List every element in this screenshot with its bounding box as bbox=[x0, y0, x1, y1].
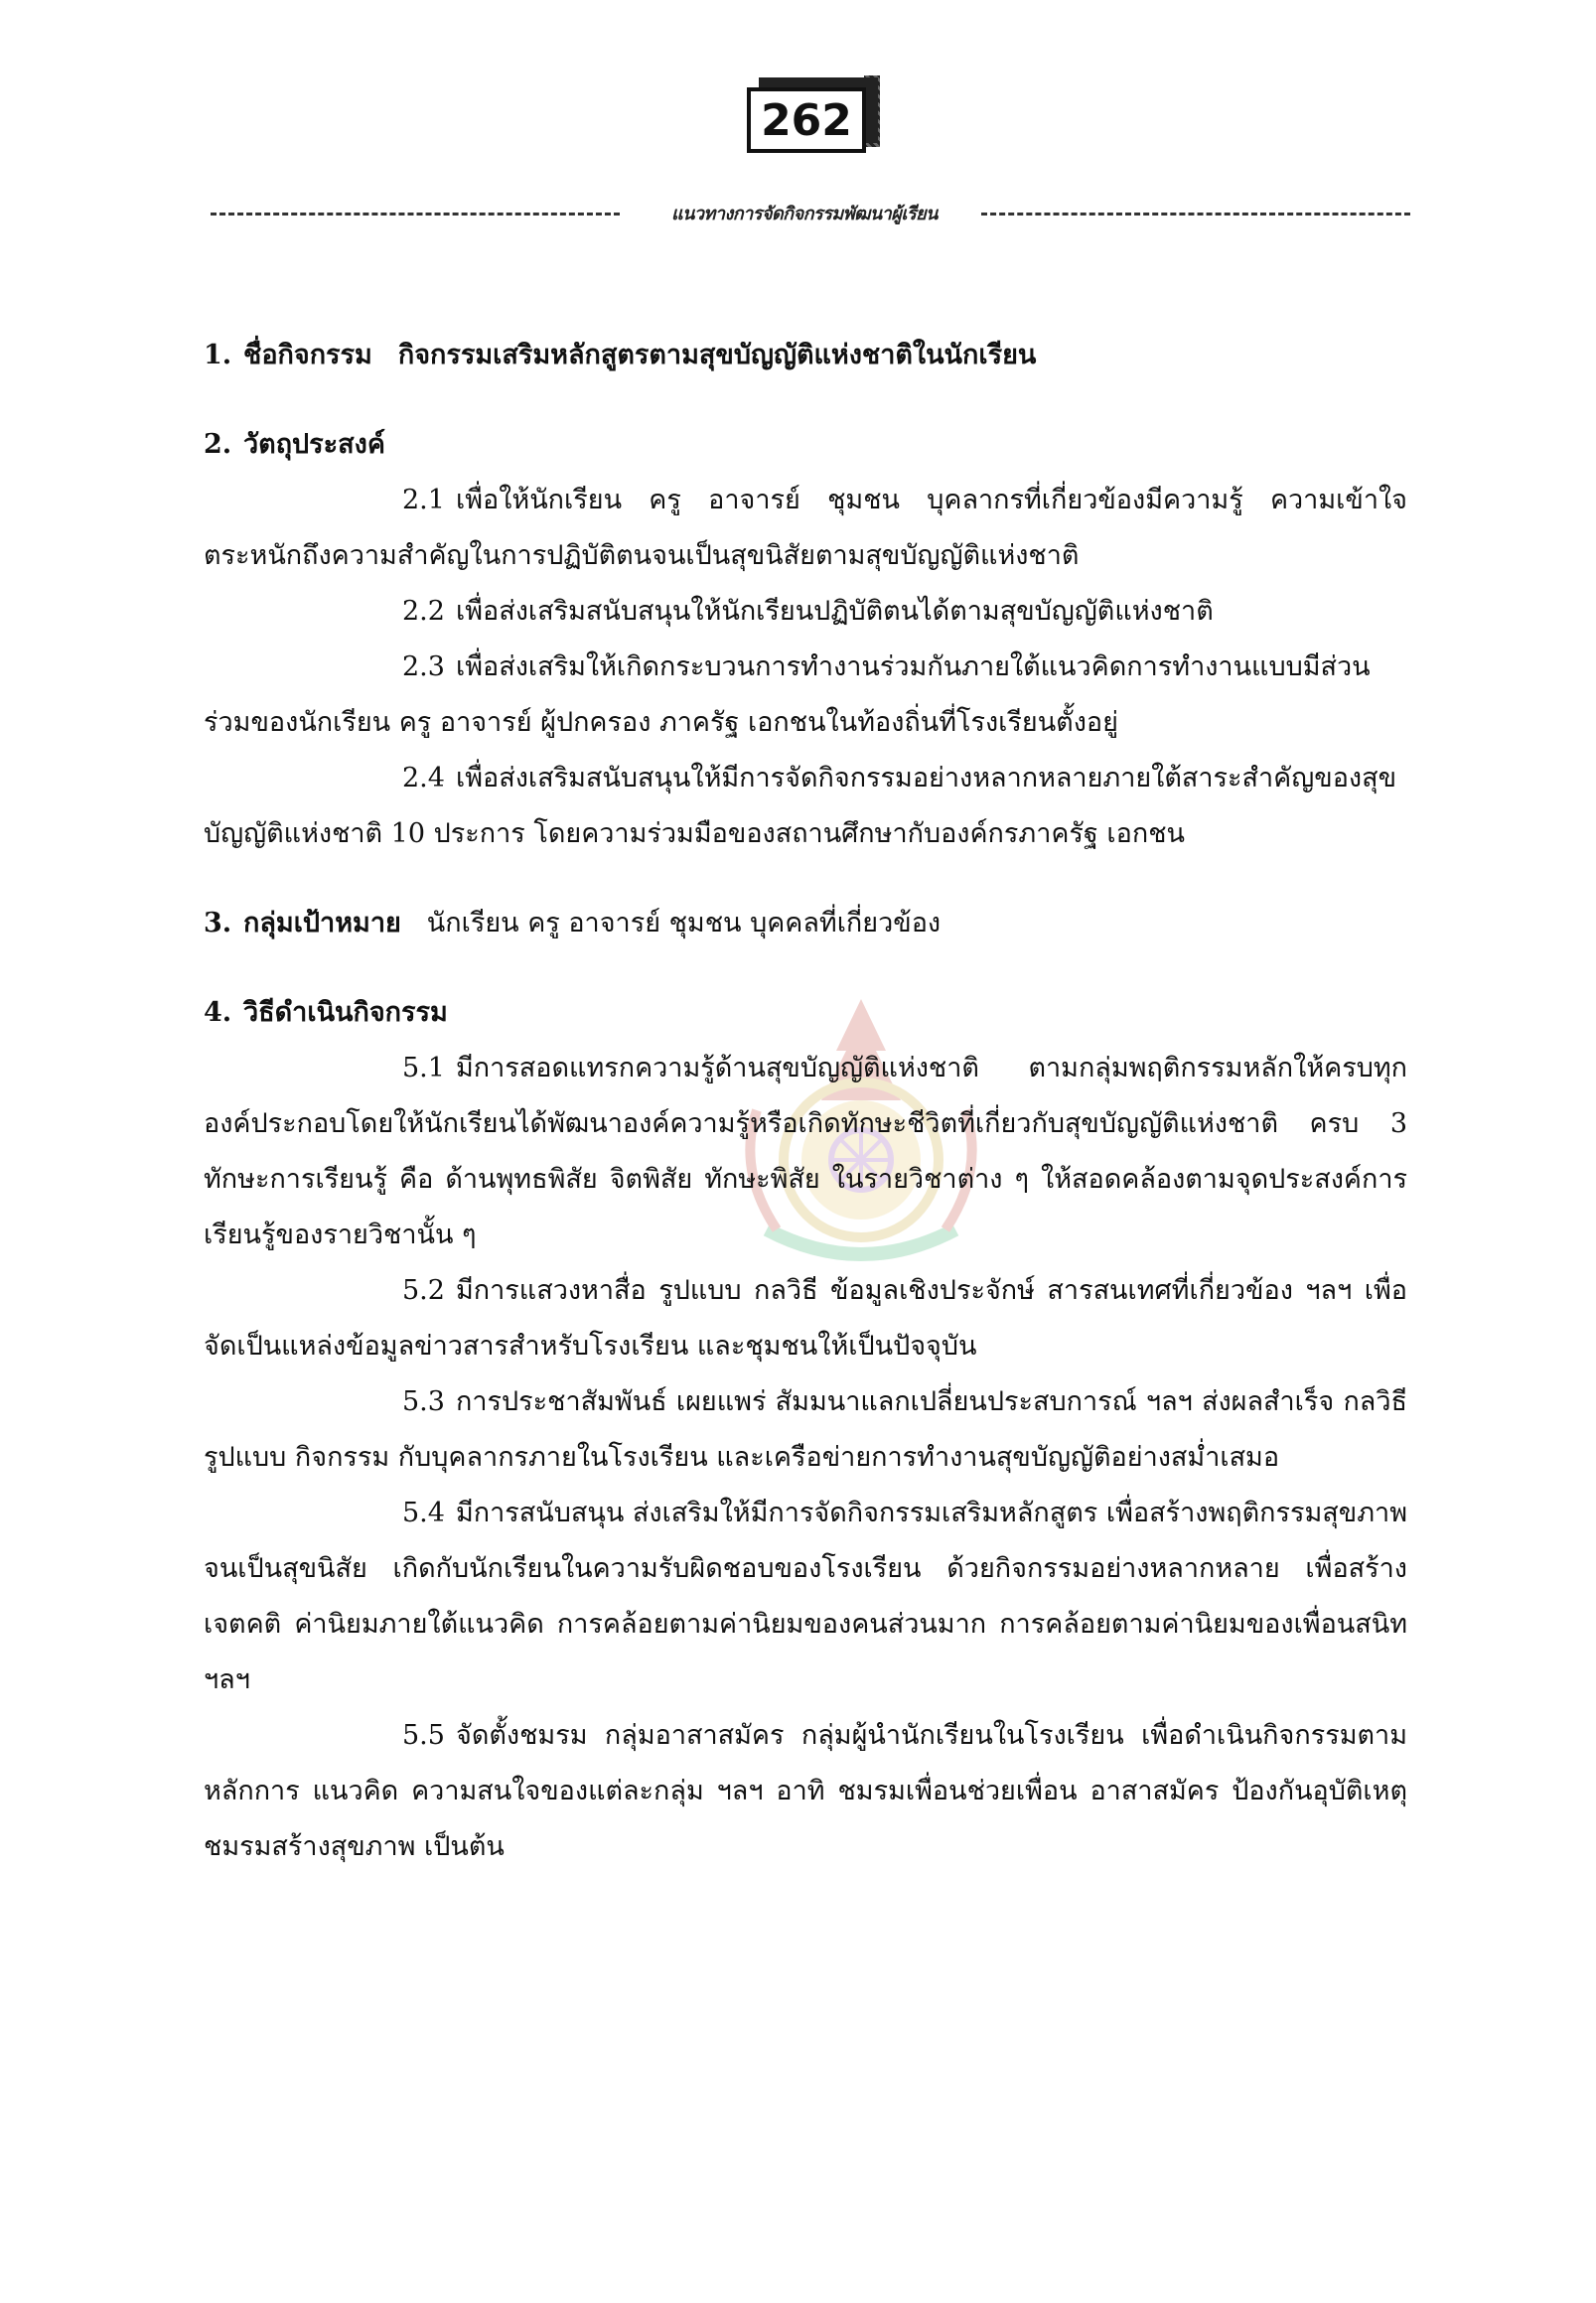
section-target-group bbox=[204, 896, 1407, 951]
method-item: 5.1 มีการสอดแทรกความรู้ด้านสุขบัญญัติแห่งชาติ ตามกลุ่มพฤติกรรมหลักให้ครบทุกองค์ประกอบโดยให้นักเรียนได้พัฒนาองค์ความรู้หรือเกิดทักษะชีวิตที่เกี่ยวกับสุขบัญญัติแห่งชาติ ครบ 3 ทักษะการเรียนรู้ คือ ด้านพุทธพิสัย จิตพิสัย ทักษะพิสัย ในรายวิชาต่าง ๆ ให้สอดคล้องตามจุดประสงค์การเรียนรู้ของรายวิชานั้น ๆ bbox=[204, 1053, 1407, 1250]
method-item: 5.4 มีการสนับสนุน ส่งเสริมให้มีการจัดกิจกรรมเสริมหลักสูตร เพื่อสร้างพฤติกรรมสุขภาพจนเป็นสุขนิสัย เกิดกับนักเรียนในความรับผิดชอบของโรงเรียน ด้วยกิจกรรมอย่างหลากหลาย เพื่อสร้างเจตคติ ค่านิยมภายใต้แนวคิด การคล้อยตามค่านิยมของคนส่วนมาก การคล้อยตามค่านิยมของเพื่อนสนิท ฯลฯ bbox=[204, 1498, 1407, 1695]
method-item: 5.2 มีการแสวงหาสื่อ รูปแบบ กลวิธี ข้อมูลเชิงประจักษ์ สารสนเทศที่เกี่ยวข้อง ฯลฯ เพื่อจัดเป็นแหล่งข้อมูลข่าวสารสำหรับโรงเรียน และชุมชนให้เป็นปัจจุบัน bbox=[204, 1275, 1407, 1362]
section-label: ชื่อกิจกรรม bbox=[243, 340, 372, 370]
section-label: วัตถุประสงค์ bbox=[243, 429, 385, 460]
header-rule-left bbox=[211, 213, 620, 216]
objective-item: 2.2 เพื่อส่งเสริมสนับสนุนให้นักเรียนปฏิบัติตนได้ตามสุขบัญญัติแห่งชาติ bbox=[402, 596, 1214, 627]
method-item: 5.3 การประชาสัมพันธ์ เผยแพร่ สัมมนาแลกเปลี่ยนประสบการณ์ ฯลฯ ส่งผลสำเร็จ กลวิธี รูปแบบ กิจกรรม กับบุคลากรภายในโรงเรียน และเครือข่ายการทำงานสุขบัญญัติอย่างสม่ำเสมอ bbox=[204, 1386, 1407, 1473]
section-number: 1. bbox=[204, 340, 232, 370]
section-number: 3. bbox=[204, 908, 232, 938]
section-objectives bbox=[204, 417, 1407, 473]
section-activity-name bbox=[204, 328, 1407, 383]
method-item: 5.5 จัดตั้งชมรม กลุ่มอาสาสมัคร กลุ่มผู้นำนักเรียนในโรงเรียน เพื่อดำเนินกิจกรรมตามหลักการ แนวคิด ความสนใจของแต่ละกลุ่ม ฯลฯ อาทิ ชมรมเพื่อนช่วยเพื่อน อาสาสมัคร ป้องกันอุบัติเหตุ ชมรมสร้างสุขภาพ เป็นต้น bbox=[204, 1720, 1407, 1862]
page-number: 262 bbox=[747, 87, 866, 153]
page-number-shadow bbox=[864, 75, 880, 147]
header-rule-right bbox=[981, 213, 1410, 216]
running-title: แนวทางการจัดกิจกรรมพัฒนาผู้เรียน bbox=[671, 204, 938, 224]
section-label: วิธีดำเนินกิจกรรม bbox=[243, 997, 448, 1028]
section-label: กลุ่มเป้าหมาย bbox=[243, 908, 401, 938]
objective-item: 2.3 เพื่อส่งเสริมให้เกิดกระบวนการทำงานร่วมกันภายใต้แนวคิดการทำงานแบบมีส่วนร่วมของนักเรียน ครู อาจารย์ ผู้ปกครอง ภาครัฐ เอกชนในท้องถิ่นที่โรงเรียนตั้งอยู่ bbox=[204, 651, 1371, 738]
activity-name-value: กิจกรรมเสริมหลักสูตรตามสุขบัญญัติแห่งชาติในนักเรียน bbox=[397, 340, 1037, 370]
objective-item: 2.1 เพื่อให้นักเรียน ครู อาจารย์ ชุมชน บุคลากรที่เกี่ยวข้องมีความรู้ ความเข้าใจ ตระหนักถึงความสำคัญในการปฏิบัติตนจนเป็นสุขนิสัยตามสุขบัญญัติแห่งชาติ bbox=[204, 485, 1407, 571]
document-body bbox=[204, 328, 1407, 1875]
target-group-value: นักเรียน ครู อาจารย์ ชุมชน บุคคลที่เกี่ยวข้อง bbox=[426, 908, 942, 938]
section-method bbox=[204, 985, 1407, 1041]
section-number: 4. bbox=[204, 997, 232, 1028]
objective-item: 2.4 เพื่อส่งเสริมสนับสนุนให้มีการจัดกิจกรรมอย่างหลากหลายภายใต้สาระสำคัญของสุขบัญญัติแห่งชาติ 10 ประการ โดยความร่วมมือของสถานศึกษากับองค์กรภาครัฐ เอกชน bbox=[204, 763, 1397, 849]
section-number: 2. bbox=[204, 429, 232, 460]
